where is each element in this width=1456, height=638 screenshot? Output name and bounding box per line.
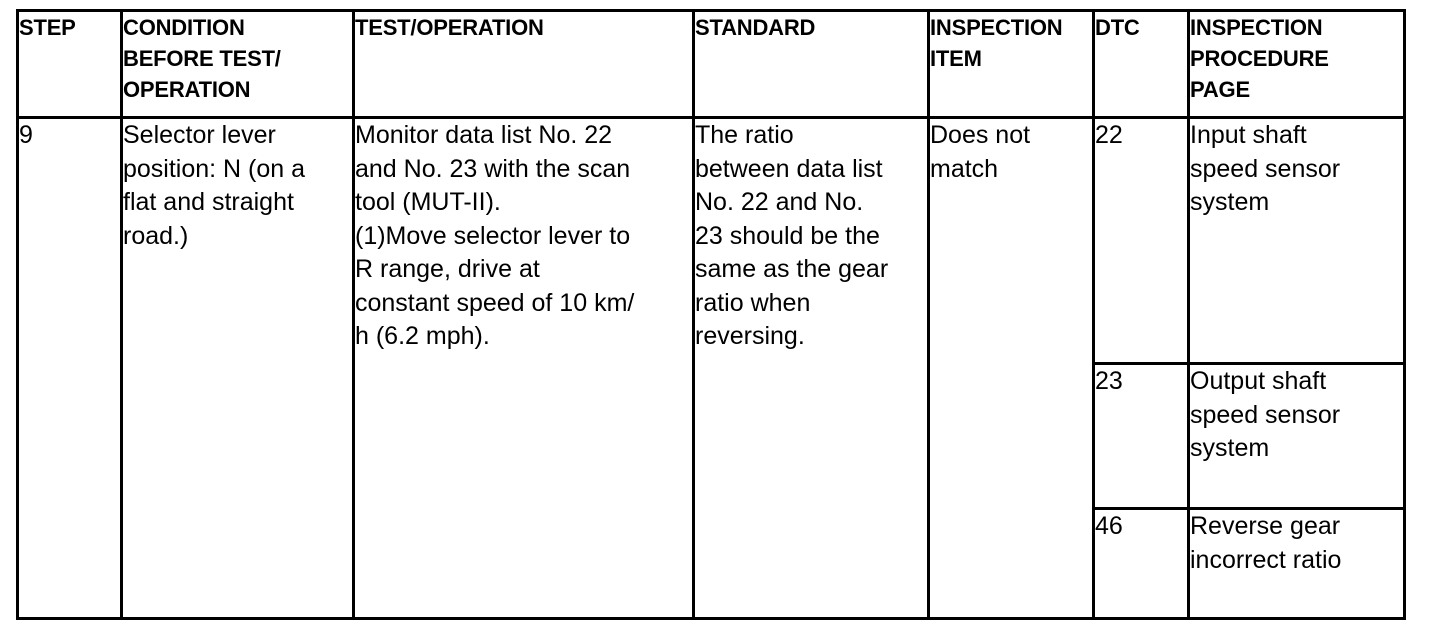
procedure-line: Input shaft <box>1190 121 1307 149</box>
cell-procedure <box>1189 118 1405 364</box>
header-test-operation: TEST/OPERATION <box>354 11 694 118</box>
test-operation-line: R range, drive at <box>355 255 540 283</box>
cell-dtc-code: 22 <box>1094 118 1189 364</box>
header-inspection-item <box>929 11 1094 118</box>
cell-test-operation <box>354 118 694 619</box>
cell-step: 9 <box>18 118 122 619</box>
test-operation-line: h (6.2 mph). <box>355 322 490 350</box>
test-operation-line: (1)Move selector lever to <box>355 221 631 250</box>
cell-procedure <box>1189 364 1405 509</box>
header-procedure-line: PAGE <box>1190 77 1250 102</box>
header-condition-line: OPERATION <box>123 77 251 102</box>
header-procedure-line: PROCEDURE <box>1190 46 1329 71</box>
procedure-line: Output shaft <box>1190 367 1327 395</box>
header-inspection-item-line: INSPECTION <box>930 15 1063 40</box>
header-condition-line: BEFORE TEST/ <box>123 46 281 71</box>
header-dtc: DTC <box>1094 11 1189 118</box>
condition-line: position: N (on a <box>123 154 306 183</box>
header-condition <box>122 11 354 118</box>
procedure-line: speed sensor <box>1190 154 1341 183</box>
header-condition-line: CONDITION <box>123 15 245 40</box>
cell-condition <box>122 118 354 619</box>
standard-line: 23 should be the <box>695 221 880 250</box>
procedure-line: speed sensor <box>1190 400 1341 429</box>
table-header-row <box>18 11 1405 118</box>
standard-line: No. 22 and No. <box>695 188 864 216</box>
cell-dtc-code: 46 <box>1094 509 1189 619</box>
header-step: STEP <box>18 11 122 118</box>
cell-procedure <box>1189 509 1405 619</box>
condition-line: flat and straight <box>123 188 294 216</box>
standard-line: The ratio <box>695 121 794 149</box>
procedure-line: system <box>1190 188 1270 216</box>
header-inspection-procedure-page <box>1189 11 1405 118</box>
inspection-procedure-table <box>16 9 1406 620</box>
cell-inspection-item <box>929 118 1094 619</box>
inspection-item-line: match <box>930 154 999 183</box>
table-row <box>18 118 1405 364</box>
test-operation-line: Monitor data list No. 22 <box>355 121 613 149</box>
test-operation-line: constant speed of 10 km/ <box>355 288 635 317</box>
inspection-item-line: Does not <box>930 121 1031 149</box>
header-procedure-line: INSPECTION <box>1190 15 1323 40</box>
condition-line: Selector lever <box>123 121 276 149</box>
condition-line: road.) <box>123 221 189 250</box>
cell-dtc-code: 23 <box>1094 364 1189 509</box>
procedure-line: system <box>1190 434 1270 462</box>
header-inspection-item-line: ITEM <box>930 46 982 71</box>
standard-line: reversing. <box>695 322 805 350</box>
standard-line: same as the gear <box>695 255 889 283</box>
test-operation-line: tool (MUT-II). <box>355 188 501 216</box>
standard-line: between data list <box>695 154 883 183</box>
header-standard: STANDARD <box>694 11 929 118</box>
test-operation-line: and No. 23 with the scan <box>355 154 631 183</box>
procedure-line: incorrect ratio <box>1190 545 1342 574</box>
cell-standard <box>694 118 929 619</box>
procedure-line: Reverse gear <box>1190 512 1341 540</box>
standard-line: ratio when <box>695 288 811 317</box>
